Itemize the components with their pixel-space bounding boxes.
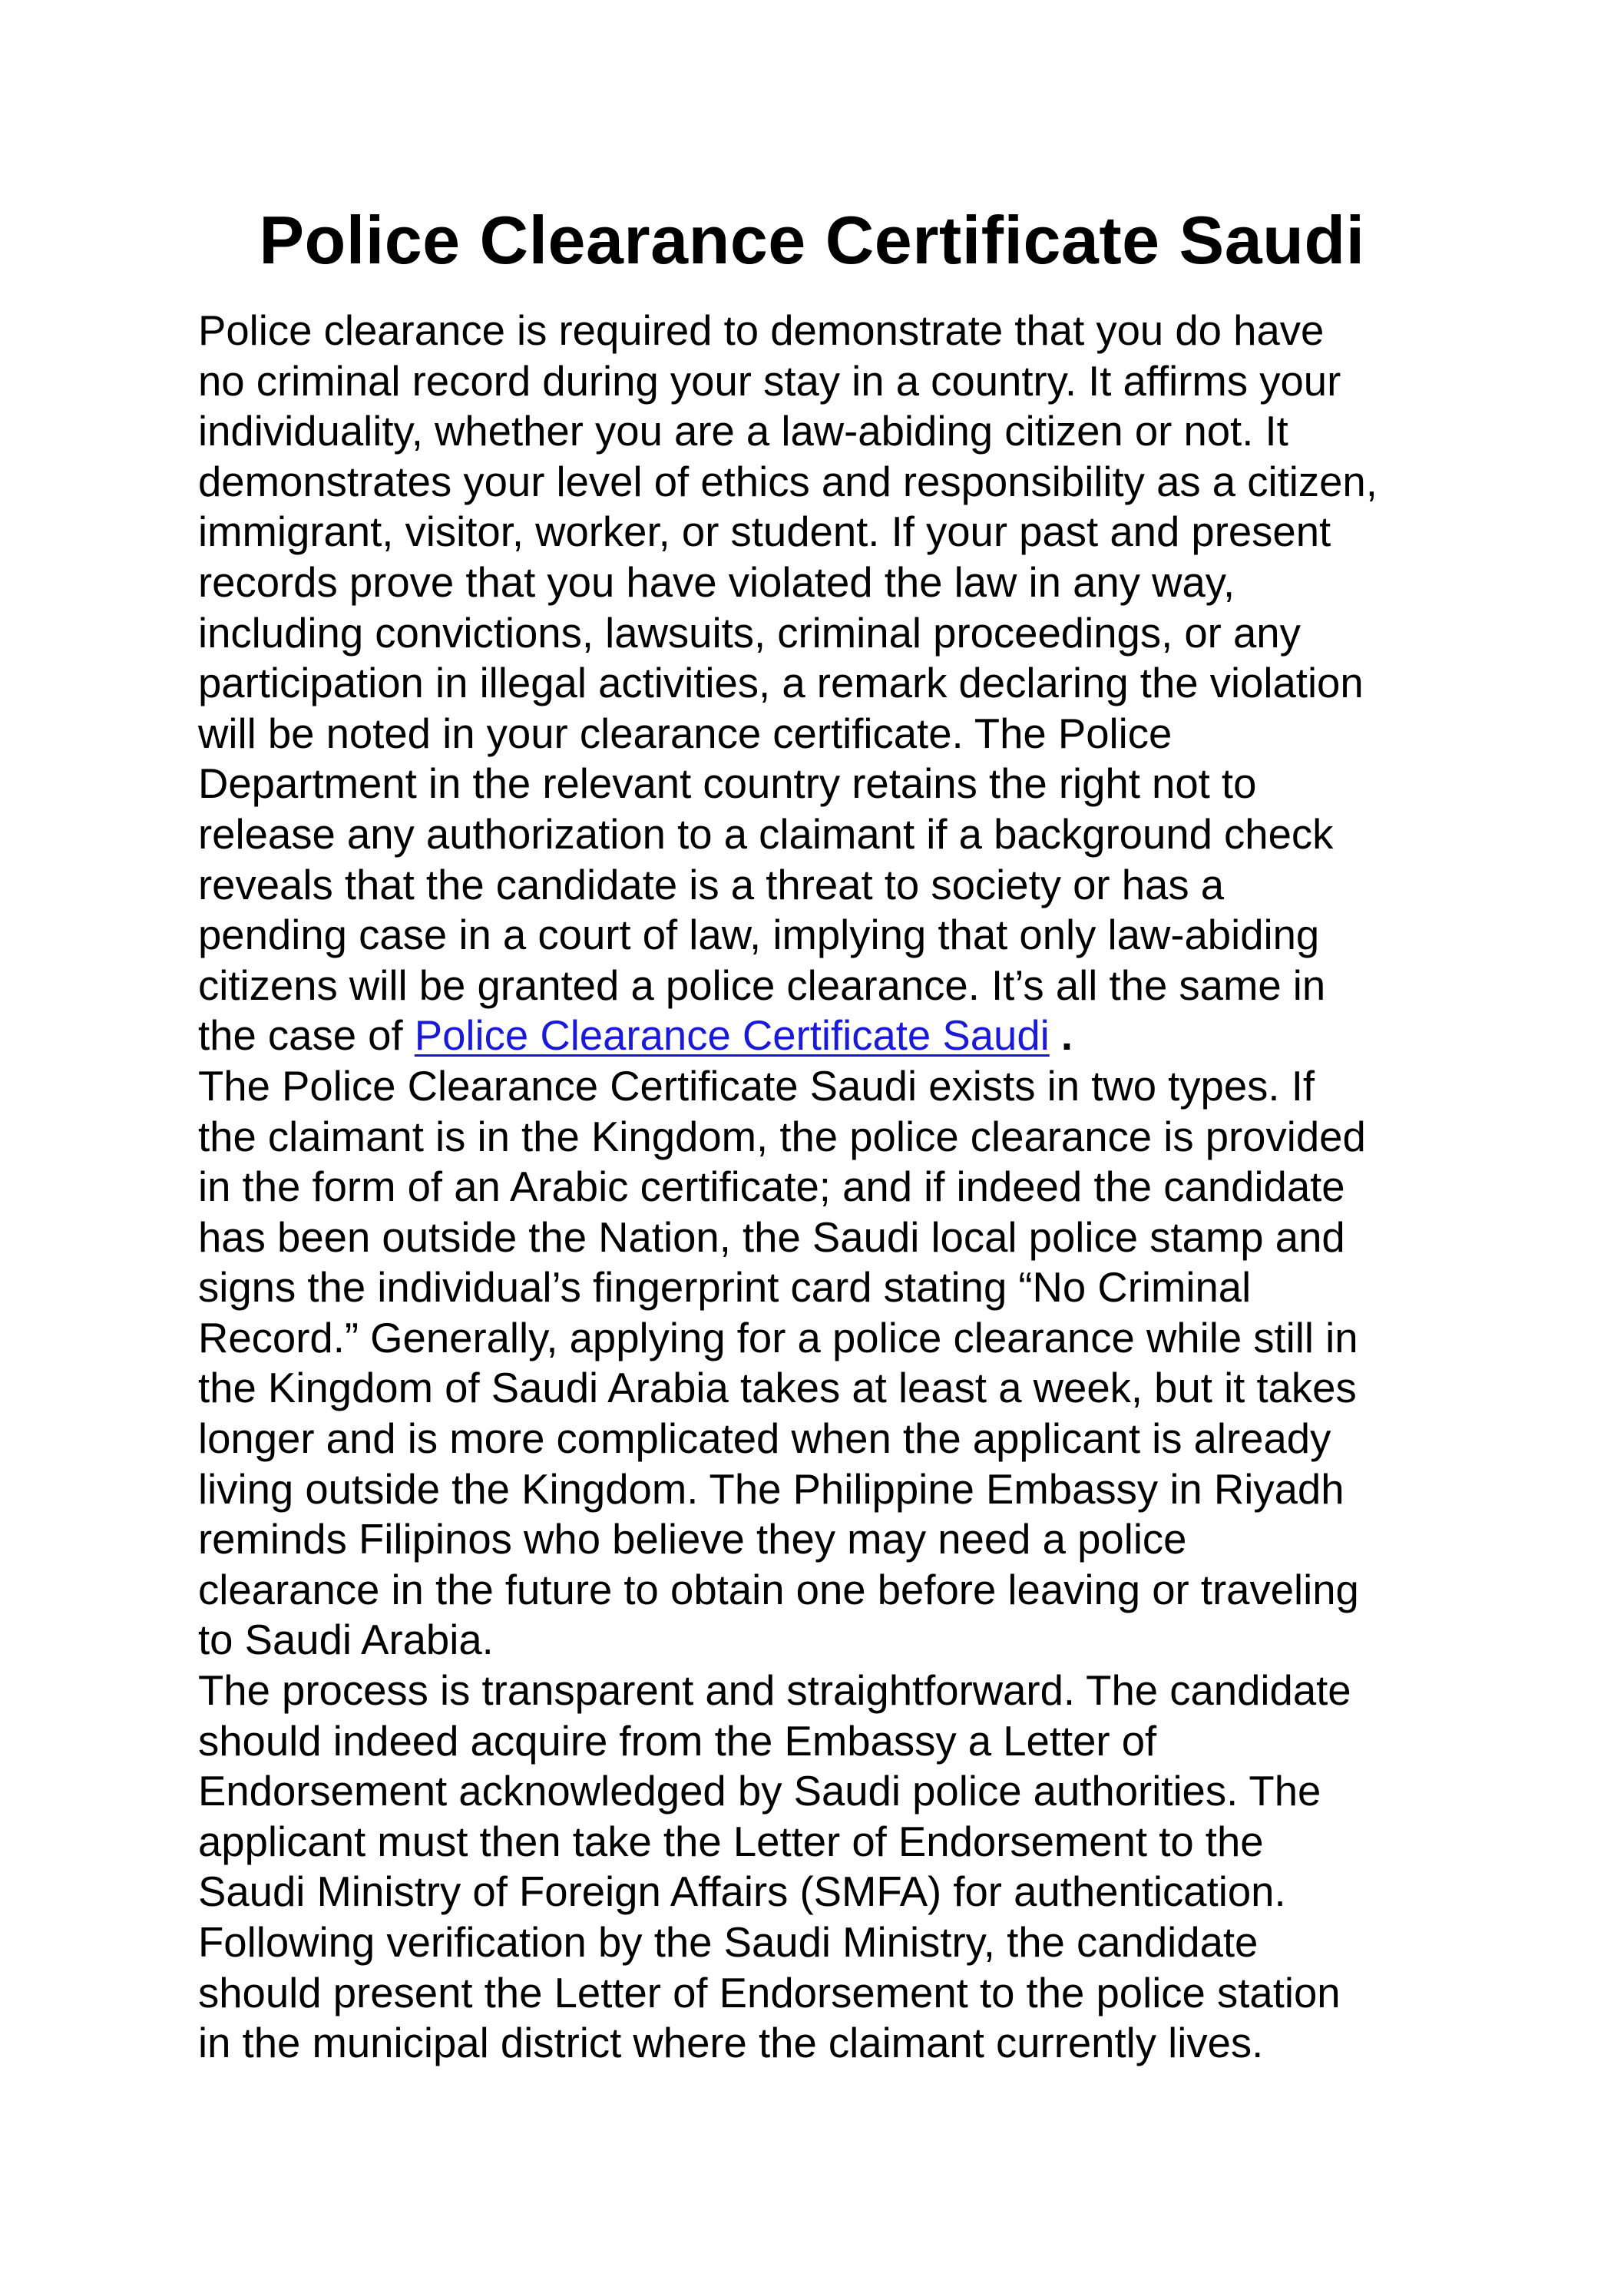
text-line: release any authorization to a claimant if a background check [198,810,1334,858]
text-line: to Saudi Arabia. [198,1616,494,1664]
police-clearance-link[interactable]: Police Clearance Certificate Saudi [414,1012,1050,1060]
link-prefix: the case of [198,1012,415,1060]
paragraph-2 [198,1061,1519,1666]
text-line: reminds Filipinos who believe they may need a police [198,1516,1187,1563]
text-line: should present the Letter of Endorsement to the police station [198,1969,1341,2016]
page-title: Police Clearance Certificate Saudi [259,202,1365,278]
text-line-with-link [198,1011,1519,1061]
text-line: Following verification by the Saudi Ministry, the candidate [198,1919,1259,1966]
text-line: longer and is more complicated when the applicant is already [198,1415,1331,1463]
text-line: citizens will be granted a police clearance. It’s all the same in [198,961,1326,1009]
text-line: clearance in the future to obtain one before leaving or traveling [198,1566,1359,1613]
text-line: demonstrates your level of ethics and responsibility as a citizen, [198,458,1378,505]
text-line: should indeed acquire from the Embassy a Letter of [198,1717,1157,1765]
text-line: Endorsement acknowledged by Saudi police authorities. The [198,1768,1321,1815]
text-line: immigrant, visitor, worker, or student. If your past and present [198,508,1331,556]
text-line: reveals that the candidate is a threat to society or has a [198,861,1225,908]
text-line: Department in the relevant country retains the right not to [198,760,1257,808]
text-line: the claimant is in the Kingdom, the police clearance is provided [198,1113,1366,1160]
text-line: including convictions, lawsuits, criminal proceedings, or any [198,609,1301,657]
text-line: signs the individual’s fingerprint card stating “No Criminal [198,1264,1252,1312]
text-line: no criminal record during your stay in a country. It affirms your [198,357,1341,405]
document-body [198,306,1519,2069]
text-line: The Police Clearance Certificate Saudi exists in two types. If [198,1062,1315,1110]
paragraph-1 [198,306,1519,1061]
text-line: the Kingdom of Saudi Arabia takes at least a week, but it takes [198,1365,1357,1412]
text-line: applicant must then take the Letter of Endorsement to the [198,1818,1264,1865]
text-line: Saudi Ministry of Foreign Affairs (SMFA) for authentication. [198,1868,1286,1916]
text-line: Record.” Generally, applying for a police clearance while still in [198,1314,1358,1361]
text-line: pending case in a court of law, implying that only law-abiding [198,911,1320,959]
text-line: records prove that you have violated the law in any way, [198,558,1235,606]
text-line: Police clearance is required to demonstrate that you do have [198,307,1325,354]
text-line: in the municipal district where the claimant currently lives. [198,2020,1264,2067]
text-line: individuality, whether you are a law-abiding citizen or not. It [198,408,1288,455]
text-line: The process is transparent and straightforward. The candidate [198,1667,1351,1715]
text-line: has been outside the Nation, the Saudi local police stamp and [198,1213,1345,1261]
paragraph-3 [198,1666,1519,2069]
text-line: participation in illegal activities, a remark declaring the violation [198,660,1364,707]
text-line: will be noted in your clearance certificate. The Police [198,710,1173,757]
link-suffix: . [1049,1012,1073,1060]
text-line: in the form of an Arabic certificate; and if indeed the candidate [198,1163,1345,1211]
text-line: living outside the Kingdom. The Philippine Embassy in Riyadh [198,1465,1345,1513]
